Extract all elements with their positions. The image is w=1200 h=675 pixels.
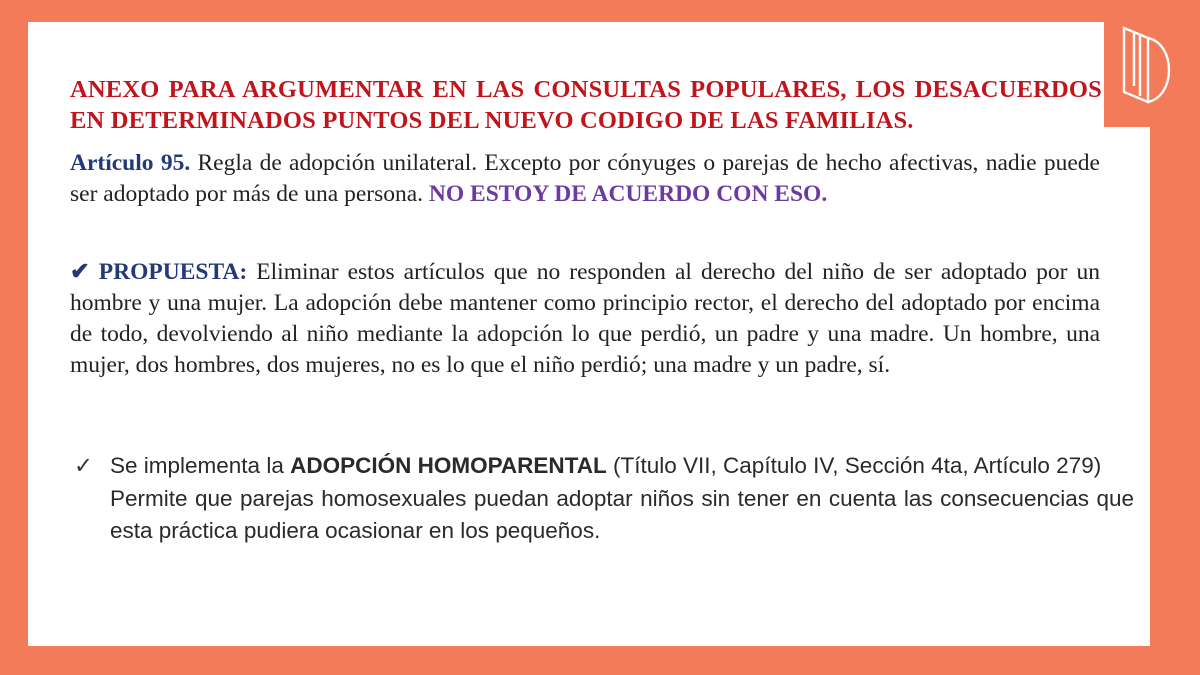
check-icon: ✓: [74, 453, 93, 478]
document-heading: ANEXO PARA ARGUMENTAR EN LAS CONSULTAS POPULARES, LOS DESACUERDOS EN DETERMINADOS PUNTOS DEL NUEVO CODIGO DE LAS FAMILIAS.: [70, 76, 1102, 134]
proposal-paragraph: [70, 257, 1100, 381]
proposal-text: Eliminar estos artículos que no responden al derecho del niño de ser adoptado por un hombre y una mujer. La adopción debe mantener como principio rector, el derecho del adoptado por encima de todo, devolviendo al niño mediante la adopción lo que perdió, un padre y una madre. Un hombre, una mujer, dos hombres, dos mujeres, no es lo que el niño perdió; una madre y un padre, sí.: [70, 259, 1100, 378]
disagree-statement: NO ESTOY DE ACUERDO CON ESO.: [428, 181, 828, 207]
excerpt-body: Permite que parejas homosexuales puedan adoptar niños sin tener en cuenta las consecuencias que esta práctica pudiera ocasionar en los pequeños.: [110, 485, 1134, 543]
proposal-label: PROPUESTA:: [98, 259, 248, 285]
excerpt-intro: Se implementa la: [110, 453, 291, 478]
excerpt-reference: (Título VII, Capítulo IV, Sección 4ta, Artículo 279): [606, 453, 1102, 478]
publisher-logo-icon: [1118, 22, 1180, 106]
article-label: Artículo 95.: [70, 150, 191, 176]
excerpt-row: [74, 450, 1134, 483]
excerpt-bold: ADOPCIÓN HOMOPARENTAL: [290, 453, 607, 478]
checkmark-icon: ✔: [70, 259, 90, 285]
code-excerpt: [74, 450, 1134, 548]
article-text: Regla de adopción unilateral. Excepto por cónyuges o parejas de hecho afectivas, nadie puede ser adoptado por más de una persona.: [70, 150, 1100, 207]
article-95-paragraph: [70, 148, 1100, 210]
